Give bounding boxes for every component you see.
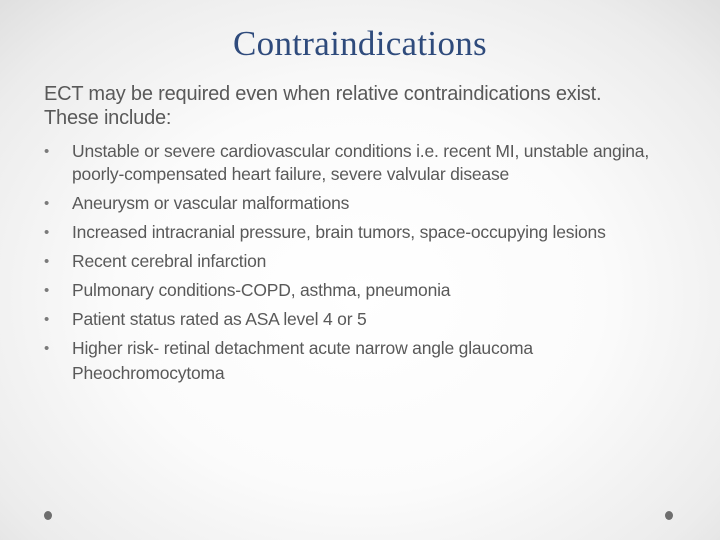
- list-item-text: Recent cerebral infarction: [72, 251, 267, 271]
- bullet-icon: •: [44, 311, 50, 328]
- intro-line-2: These include:: [44, 107, 172, 129]
- list-item-text: Higher risk- retinal detachment acute narrow angle glaucoma: [72, 338, 533, 358]
- decorative-dot-right-icon: [665, 511, 673, 520]
- contraindication-list: [44, 140, 694, 391]
- bullet-icon: •: [44, 143, 50, 160]
- list-item: [44, 140, 694, 186]
- list-item-text: Patient status rated as ASA level 4 or 5: [72, 309, 367, 329]
- list-item: [44, 221, 694, 244]
- list-item-text: Increased intracranial pressure, brain tumors, space-occupying lesions: [72, 222, 606, 242]
- bullet-icon: •: [44, 340, 50, 357]
- intro-paragraph: [44, 82, 694, 130]
- bullet-icon: •: [44, 195, 50, 212]
- continuation-text: Pheochromocytoma: [72, 363, 225, 383]
- list-item: [44, 279, 694, 302]
- bullet-icon: •: [44, 282, 50, 299]
- list-item: [44, 308, 694, 331]
- intro-line-1: ECT may be required even when relative contraindications exist.: [44, 83, 602, 105]
- slide-title: Contraindications: [233, 24, 487, 63]
- list-item: [44, 192, 694, 215]
- list-item-text: Pulmonary conditions-COPD, asthma, pneumonia: [72, 280, 451, 300]
- list-item: [44, 250, 694, 273]
- decorative-dot-left-icon: [44, 511, 52, 520]
- bullet-icon: •: [44, 224, 50, 241]
- list-item-continuation: [44, 362, 694, 385]
- list-item-text: Unstable or severe cardiovascular conditions i.e. recent MI, unstable angina, poorly-compensated heart failure, severe valvular disease: [72, 141, 650, 184]
- list-item: [44, 337, 694, 360]
- list-item-text: Aneurysm or vascular malformations: [72, 193, 350, 213]
- bullet-icon: •: [44, 253, 50, 270]
